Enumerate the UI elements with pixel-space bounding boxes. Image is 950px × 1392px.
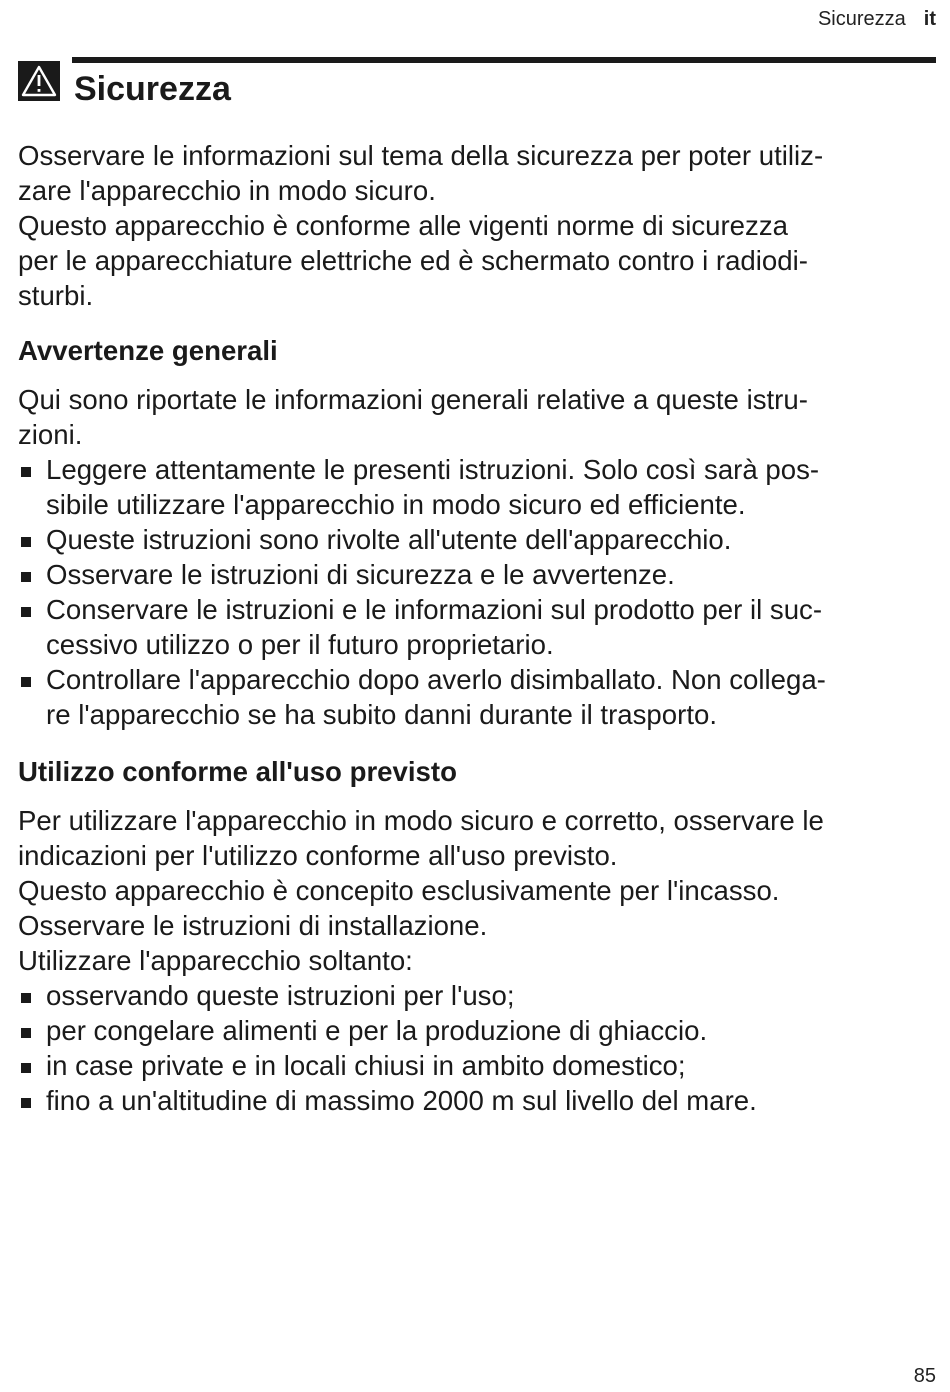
intended-use-line: Osservare le istruzioni di installazione. — [18, 910, 488, 941]
general-bullet-list — [18, 452, 936, 732]
header-rule — [72, 57, 936, 63]
intro-line: per le apparecchiature elettriche ed è schermato contro i radiodi- — [18, 245, 808, 276]
page-title: Sicurezza — [74, 70, 231, 108]
page-number: 85 — [913, 1365, 936, 1387]
list-item: in case private e in locali chiusi in ambito domestico; — [18, 1048, 936, 1083]
list-item: Controllare l'apparecchio dopo averlo disimballato. Non collega- re l'apparecchio se ha subito danni durante il trasporto. — [18, 662, 936, 732]
intro-line: Osservare le informazioni sul tema della sicurezza per poter utiliz- — [18, 140, 824, 171]
list-item: per congelare alimenti e per la produzione di ghiaccio. — [18, 1013, 936, 1048]
intro-line: Questo apparecchio è conforme alle vigenti norme di sicurezza — [18, 210, 788, 241]
intro-paragraph — [18, 138, 936, 313]
intro-line: sturbi. — [18, 280, 94, 311]
intended-use-line: Utilizzare l'apparecchio soltanto: — [18, 945, 413, 976]
list-item: fino a un'altitudine di massimo 2000 m sul livello del mare. — [18, 1083, 936, 1118]
general-intro-line: Qui sono riportate le informazioni generali relative a queste istru- — [18, 384, 808, 415]
main-content — [18, 138, 936, 1118]
general-intro-line: zioni. — [18, 419, 83, 450]
list-item: Leggere attentamente le presenti istruzioni. Solo così sarà pos- sibile utilizzare l'apparecchio in modo sicuro ed efficiente. — [18, 452, 936, 522]
intended-use-bullet-list — [18, 978, 936, 1118]
list-item: Conservare le istruzioni e le informazioni sul prodotto per il suc- cessivo utilizzo o per il futuro proprietario. — [18, 592, 936, 662]
running-header — [818, 8, 936, 31]
intended-use-line: indicazioni per l'utilizzo conforme all'uso previsto. — [18, 840, 618, 871]
list-item: Queste istruzioni sono rivolte all'utente dell'apparecchio. — [18, 522, 936, 557]
intro-line: zare l'apparecchio in modo sicuro. — [18, 175, 436, 206]
running-header-language: it — [923, 8, 936, 30]
warning-triangle-icon — [18, 61, 60, 101]
section-heading-general: Avvertenze generali — [18, 335, 278, 366]
section-heading-intended-use: Utilizzo conforme all'uso previsto — [18, 756, 457, 787]
list-item: Osservare le istruzioni di sicurezza e le avvertenze. — [18, 557, 936, 592]
intended-use-line: Per utilizzare l'apparecchio in modo sicuro e corretto, osservare le — [18, 805, 824, 836]
list-item: osservando queste istruzioni per l'uso; — [18, 978, 936, 1013]
intended-use-line: Questo apparecchio è concepito esclusivamente per l'incasso. — [18, 875, 780, 906]
running-header-section: Sicurezza — [817, 8, 906, 30]
